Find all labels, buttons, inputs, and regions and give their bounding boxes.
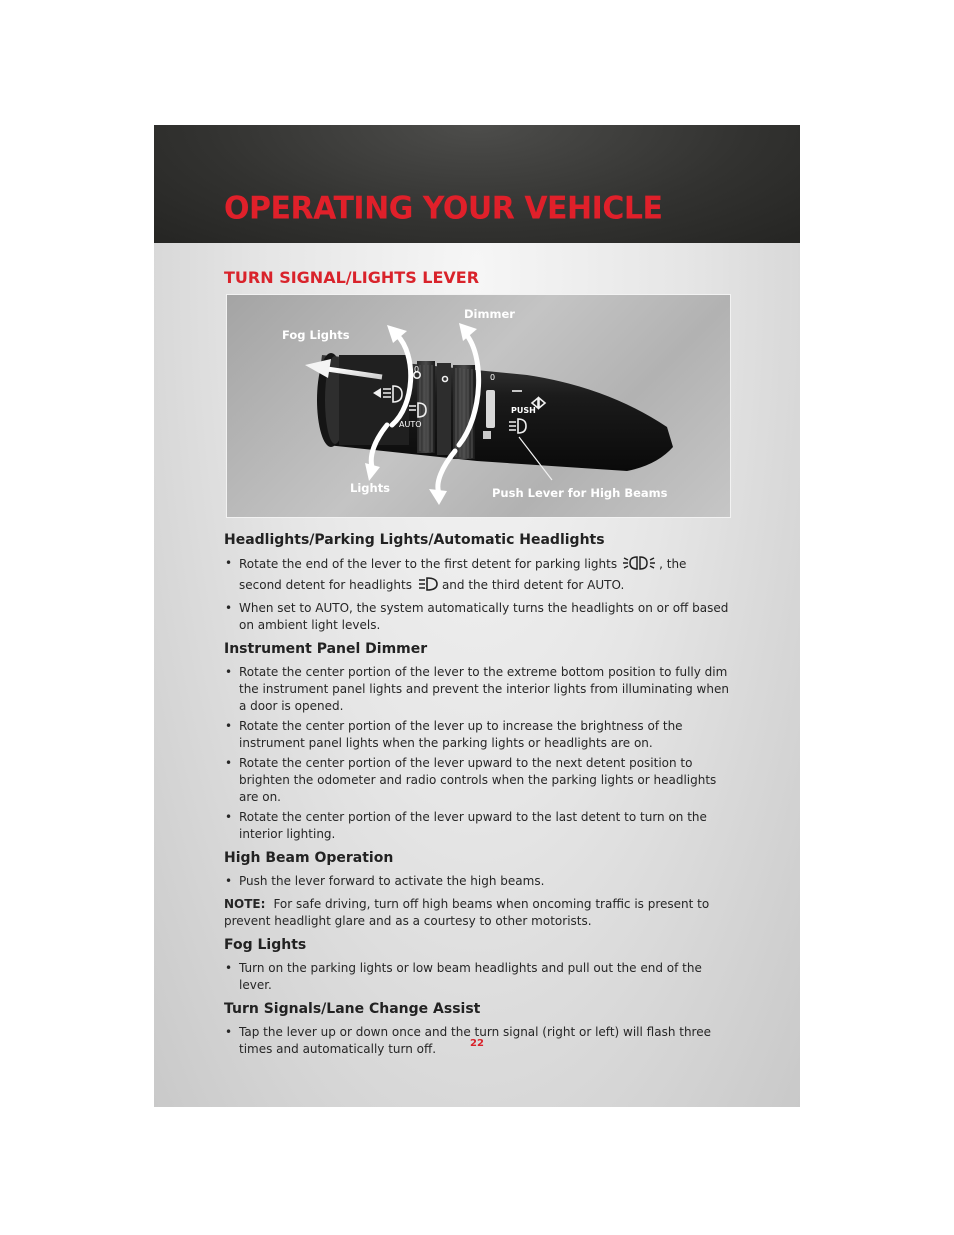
fog-lights-callout: Fog Lights (282, 328, 350, 342)
list-item: • Tap the lever up or down once and the turn signal (right or left) will flash three times and automatically turn off. (224, 1024, 729, 1058)
dimmer-heading: Instrument Panel Dimmer (224, 641, 428, 657)
list-item: • Rotate the center portion of the lever to the extreme bottom position to fully dim the instrument panel lights and prevent the interior lights from illuminating when a door is opened. (224, 664, 729, 715)
high-beam-note (224, 896, 729, 930)
bullet-text: , the second detent for headlights (239, 557, 687, 592)
lever-figure (226, 294, 731, 518)
list-item (224, 555, 729, 597)
bullet-text: Rotate the end of the lever to the first detent for parking lights (239, 557, 618, 571)
fog-lights-heading: Fog Lights (224, 937, 307, 953)
page-number: 22 (470, 1038, 484, 1049)
bullet-text: and the third detent for AUTO. (441, 578, 625, 592)
page-header (154, 125, 800, 243)
fog-lights-list (224, 960, 729, 994)
note-label: NOTE: (224, 897, 266, 911)
lever-dimmer-off-label: 0 (490, 373, 496, 382)
lever-off-label: 0 (414, 365, 420, 374)
list-item: • Rotate the center portion of the lever up to increase the brightness of the instrument panel lights when the parking lights or headlights are on. (224, 718, 729, 752)
list-item: • Rotate the center portion of the lever upward to the next detent position to brighten the odometer and radio controls when the parking lights or headlights are on. (224, 755, 729, 806)
headlights-heading: Headlights/Parking Lights/Automatic Headlights (224, 532, 605, 548)
dimmer-list (224, 664, 729, 843)
parking-lights-icon (623, 555, 655, 576)
list-item: • Rotate the center portion of the lever upward to the last detent to turn on the interior lighting. (224, 809, 729, 843)
manual-page (154, 125, 800, 1107)
turn-signals-heading: Turn Signals/Lane Change Assist (224, 1001, 481, 1017)
high-beam-heading: High Beam Operation (224, 850, 394, 866)
lever-push-label: PUSH (511, 406, 536, 415)
list-item: • When set to AUTO, the system automatically turns the headlights on or off based on ambient light levels. (224, 600, 729, 634)
list-item: • Turn on the parking lights or low beam headlights and pull out the end of the lever. (224, 960, 729, 994)
dimmer-callout: Dimmer (464, 307, 515, 321)
note-text: For safe driving, turn off high beams when oncoming traffic is present to prevent headlight glare and as a courtesy to other motorists. (224, 897, 710, 928)
headlights-list (224, 555, 729, 634)
section-title: TURN SIGNAL/LIGHTS LEVER (224, 268, 480, 287)
lights-callout: Lights (350, 481, 391, 495)
push-lever-callout: Push Lever for High Beams (492, 486, 668, 500)
list-item: • Push the lever forward to activate the high beams. (224, 873, 729, 890)
high-beam-list (224, 873, 729, 890)
headlights-icon (418, 576, 438, 597)
page-title: OPERATING YOUR VEHICLE (224, 190, 663, 227)
content-body (224, 531, 729, 1064)
lever-auto-label: AUTO (399, 420, 422, 429)
